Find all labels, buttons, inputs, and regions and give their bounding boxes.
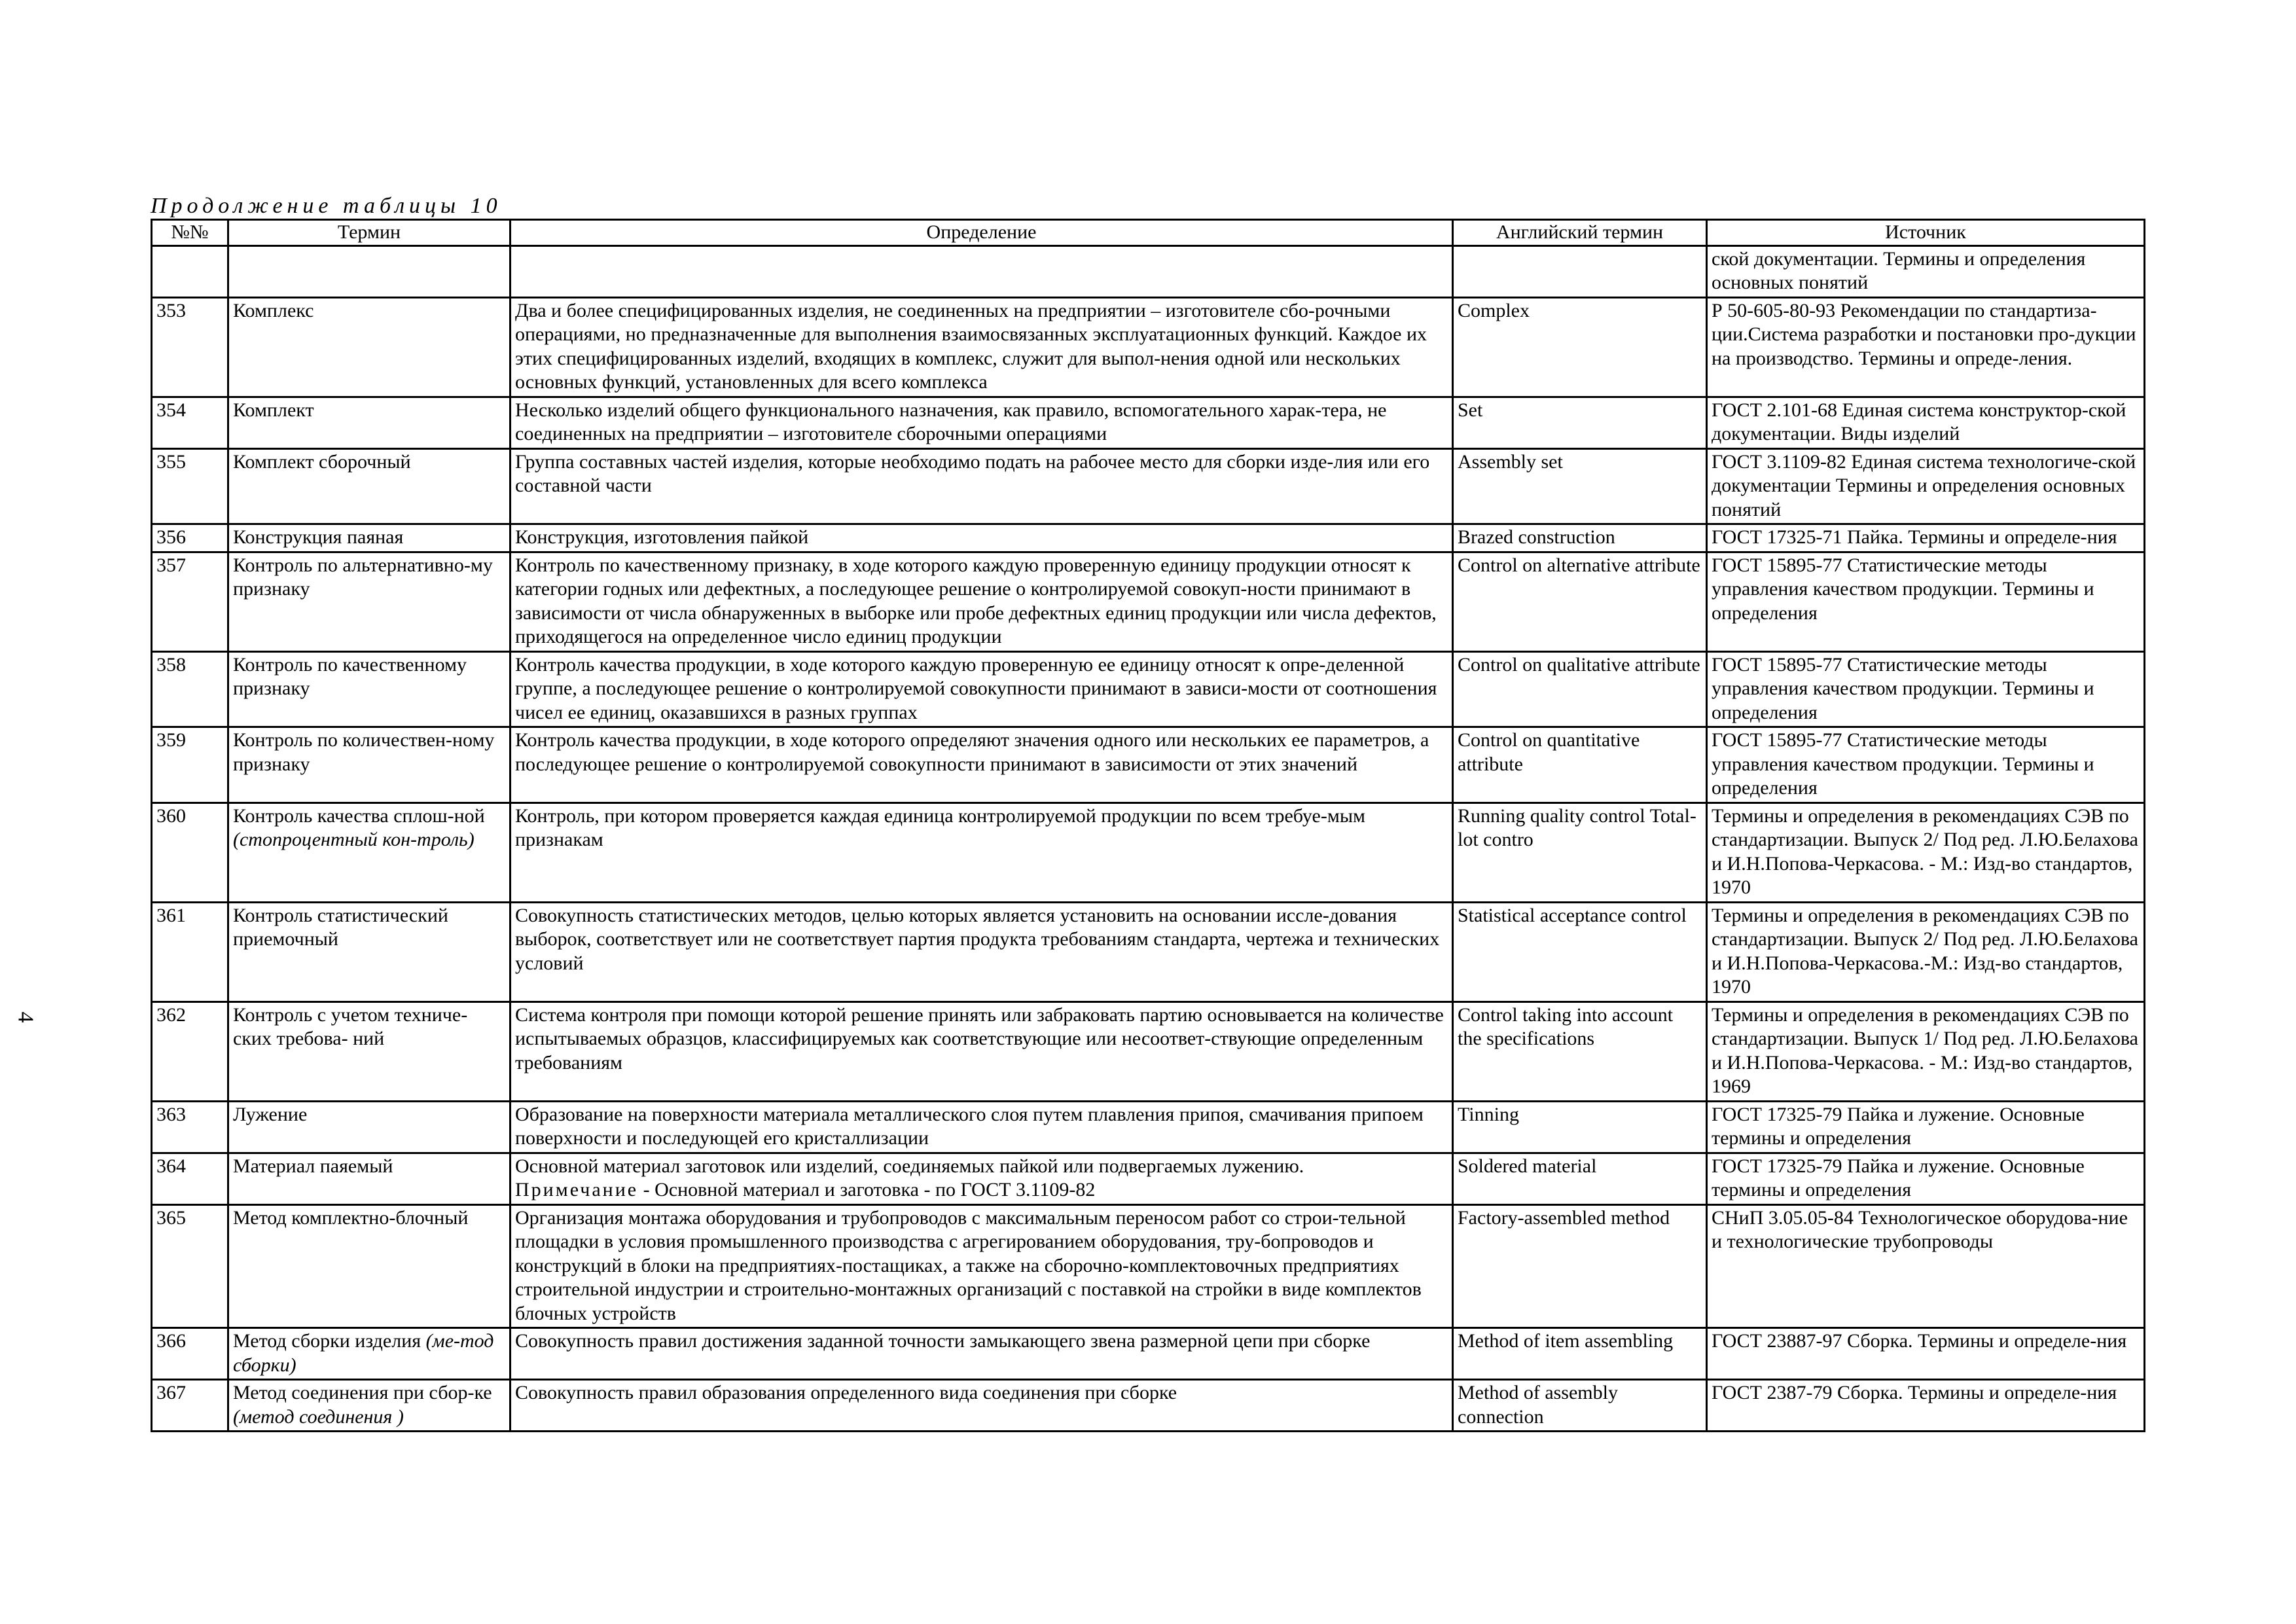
cell-term <box>228 1380 511 1432</box>
cell-num: 362 <box>152 1001 228 1101</box>
table-row <box>152 397 2145 448</box>
cell-english: Assembly set <box>1453 448 1707 524</box>
cell-english: Soldered material <box>1453 1153 1707 1204</box>
table-row <box>152 1204 2145 1328</box>
table-row <box>152 1380 2145 1432</box>
cell-source: ГОСТ 2387-79 Сборка. Термины и определе-ния <box>1707 1380 2145 1432</box>
cell-definition: Контроль качества продукции, в ходе которого определяют значения одного или нескольких ее параметров, а последующее решение о контролируемой совокупности принимают в зависимости от этих значений <box>511 727 1453 803</box>
header-definition: Определение <box>511 220 1453 246</box>
cell-definition: Два и более специфицированных изделия, не соединенных на предприятии – изготовителе сбо-рочными операциями, но предназначенные для выполнения взаимосвязанных эксплуатационных функций. Каждое их этих специфицированных изделий, входящих в комплекс, служит для выпол-нения одной или нескольких основных функций, установленных для всего комплекса <box>511 297 1453 397</box>
cell-source: ГОСТ 2.101-68 Единая система конструктор-ской документации. Виды изделий <box>1707 397 2145 448</box>
cell-definition: Организация монтажа оборудования и трубопроводов с максимальным переносом работ со строи-тельной площадки в условия промышленного производства с агрегированием оборудования, тру-бопроводов и конструкций в блоки на предприятиях-постащиках, а также на сборочно-комплектовочных предприятиях строительной индустрии и строительно-монтажных организаций с поставкой на стройки в виде комплектов блочных устройств <box>511 1204 1453 1328</box>
definition-note <box>515 1178 1448 1202</box>
cell-term: Конструкция паяная <box>228 524 511 552</box>
cell-source: Термины и определения в рекомендациях СЭВ по стандартизации. Выпуск 2/ Под ред. Л.Ю.Белахова и И.Н.Попова-Черкасова.-М.: Изд-во стандартов, 1970 <box>1707 902 2145 1001</box>
cell-source: ГОСТ 17325-79 Пайка и лужение. Основные термины и определения <box>1707 1101 2145 1153</box>
definition-text: Основной материал заготовок или изделий, соединяемых пайкой или подвергаемых лужению. <box>515 1155 1304 1177</box>
cell-source: Термины и определения в рекомендациях СЭВ по стандартизации. Выпуск 2/ Под ред. Л.Ю.Белахова и И.Н.Попова-Черкасова. - М.: Изд-во стандартов, 1970 <box>1707 803 2145 902</box>
terms-table <box>151 219 2145 1432</box>
cell-definition: Группа составных частей изделия, которые необходимо подать на рабочее место для сборки изде-лия или его составной части <box>511 448 1453 524</box>
cell-source: ГОСТ 17325-79 Пайка и лужение. Основные термины и определения <box>1707 1153 2145 1204</box>
cell-num: 360 <box>152 803 228 902</box>
cell-term: Комплект сборочный <box>228 448 511 524</box>
cell-source: Термины и определения в рекомендациях СЭВ по стандартизации. Выпуск 1/ Под ред. Л.Ю.Белахова и И.Н.Попова-Черкасова. - М.: Изд-во стандартов, 1969 <box>1707 1001 2145 1101</box>
header-english: Английский термин <box>1453 220 1707 246</box>
cell-term: Контроль с учетом техниче-ских требова- ний <box>228 1001 511 1101</box>
table-row <box>152 1001 2145 1101</box>
table-row <box>152 1101 2145 1153</box>
cell-term: Контроль статистический приемочный <box>228 902 511 1001</box>
term-alt-italic: (стопроцентный кон-троль) <box>233 829 475 850</box>
cell-source: Р 50-605-80-93 Рекомендации по стандартиза-ции.Система разработки и постановки про-дукции на производство. Термины и опреде-ления. <box>1707 297 2145 397</box>
cell-term: Комплекс <box>228 297 511 397</box>
cell-term: Материал паяемый <box>228 1153 511 1204</box>
cell-num <box>152 245 228 297</box>
cell-definition: Несколько изделий общего функционального назначения, как правило, вспомогательного харак-тера, не соединенных на предприятии – изготовителе сборочными операциями <box>511 397 1453 448</box>
cell-english: Brazed construction <box>1453 524 1707 552</box>
cell-term: Комплект <box>228 397 511 448</box>
table-row <box>152 297 2145 397</box>
cell-definition: Система контроля при помощи которой решение принять или забраковать партию основывается на количестве испытываемых образцов, классифицируемых как соответствующие или несоответ-ствующие определенным требованиям <box>511 1001 1453 1101</box>
note-label: Примечание <box>515 1179 639 1200</box>
term-alt-italic: (метод соединения ) <box>233 1405 404 1428</box>
cell-definition: Совокупность статистических методов, целью которых является установить на основании иссле-дования выборок, соответствует или не соответствует партия продукта требованиям стандарта, чертежа и технических условий <box>511 902 1453 1001</box>
cell-english: Statistical acceptance control <box>1453 902 1707 1001</box>
cell-num: 366 <box>152 1328 228 1380</box>
cell-definition: Контроль по качественному признаку, в ходе которого каждую проверенную единицу продукции относят к категории годных или дефектных, а последующее решение о контролируемой совокуп-ности принимают в зависимости от числа обнаруженных в выборке или пробе дефектных единиц продукции или числа дефектов, приходящегося на определенное число единиц продукции <box>511 552 1453 651</box>
cell-definition: Образование на поверхности материала металлического слоя путем плавления припоя, смачивания припоем поверхности и последующей его кристаллизации <box>511 1101 1453 1153</box>
cell-source: СНиП 3.05.05-84 Технологическое оборудова-ние и технологические трубопроводы <box>1707 1204 2145 1328</box>
page-number: 4 <box>13 1011 38 1023</box>
cell-source: ГОСТ 15895-77 Статистические методы управления качеством продукции. Термины и определения <box>1707 552 2145 651</box>
header-term: Термин <box>228 220 511 246</box>
table-row <box>152 651 2145 727</box>
cell-num: 364 <box>152 1153 228 1204</box>
cell-term: Метод комплектно-блочный <box>228 1204 511 1328</box>
table-row <box>152 803 2145 902</box>
cell-num: 353 <box>152 297 228 397</box>
term-text: Контроль качества сплош-ной <box>233 804 485 827</box>
cell-definition <box>511 245 1453 297</box>
note-text: - Основной материал и заготовка - по ГОСТ 3.1109-82 <box>638 1179 1096 1200</box>
cell-definition: Совокупность правил достижения заданной точности замыкающего звена размерной цепи при сборке <box>511 1328 1453 1380</box>
cell-num: 355 <box>152 448 228 524</box>
cell-source: ГОСТ 23887-97 Сборка. Термины и определе-ния <box>1707 1328 2145 1380</box>
term-text: Метод сборки изделия <box>233 1330 422 1352</box>
cell-source: ГОСТ 15895-77 Статистические методы управления качеством продукции. Термины и определения <box>1707 727 2145 803</box>
cell-source: ской документации. Термины и определения основных понятий <box>1707 245 2145 297</box>
cell-english: Tinning <box>1453 1101 1707 1153</box>
cell-term: Лужение <box>228 1101 511 1153</box>
cell-english: Control on quantitative attribute <box>1453 727 1707 803</box>
cell-english: Method of assembly connection <box>1453 1380 1707 1432</box>
cell-source: ГОСТ 15895-77 Статистические методы управления качеством продукции. Термины и определения <box>1707 651 2145 727</box>
table-row <box>152 727 2145 803</box>
cell-english: Factory-assembled method <box>1453 1204 1707 1328</box>
cell-source: ГОСТ 3.1109-82 Единая система технологиче-ской документации Термины и определения основных понятий <box>1707 448 2145 524</box>
term-alt-italic: (ме-тод сборки) <box>233 1330 494 1376</box>
table-row <box>152 245 2145 297</box>
table-row <box>152 524 2145 552</box>
cell-num: 357 <box>152 552 228 651</box>
cell-definition <box>511 1153 1453 1204</box>
cell-english: Control on alternative attribute <box>1453 552 1707 651</box>
cell-num: 354 <box>152 397 228 448</box>
cell-term <box>228 245 511 297</box>
cell-source: ГОСТ 17325-71 Пайка. Термины и определе-ния <box>1707 524 2145 552</box>
cell-term: Контроль по качественному признаку <box>228 651 511 727</box>
cell-term: Контроль по количествен-ному признаку <box>228 727 511 803</box>
cell-english: Set <box>1453 397 1707 448</box>
cell-num: 356 <box>152 524 228 552</box>
header-num: №№ <box>152 220 228 246</box>
cell-num: 365 <box>152 1204 228 1328</box>
cell-english: Control on qualitative attribute <box>1453 651 1707 727</box>
cell-english: Method of item assembling <box>1453 1328 1707 1380</box>
cell-english <box>1453 245 1707 297</box>
cell-english: Running quality control Total-lot contro <box>1453 803 1707 902</box>
table-caption: Продолжение таблицы 10 <box>151 194 502 218</box>
cell-num: 359 <box>152 727 228 803</box>
cell-english: Complex <box>1453 297 1707 397</box>
term-text: Метод соединения при сбор-ке <box>233 1382 492 1403</box>
cell-definition: Контроль, при котором проверяется каждая единица контролируемой продукции по всем требуе-мым признакам <box>511 803 1453 902</box>
cell-definition: Конструкция, изготовления пайкой <box>511 524 1453 552</box>
table-row <box>152 448 2145 524</box>
header-source: Источник <box>1707 220 2145 246</box>
cell-term: Контроль по альтернативно-му признаку <box>228 552 511 651</box>
cell-num: 363 <box>152 1101 228 1153</box>
table-row <box>152 1153 2145 1204</box>
cell-num: 358 <box>152 651 228 727</box>
cell-definition: Совокупность правил образования определенного вида соединения при сборке <box>511 1380 1453 1432</box>
table-row <box>152 1328 2145 1380</box>
cell-term <box>228 1328 511 1380</box>
cell-num: 361 <box>152 902 228 1001</box>
cell-english: Control taking into account the specifications <box>1453 1001 1707 1101</box>
table-row <box>152 552 2145 651</box>
cell-term <box>228 803 511 902</box>
table-row <box>152 902 2145 1001</box>
cell-num: 367 <box>152 1380 228 1432</box>
table-header-row <box>152 220 2145 246</box>
cell-definition: Контроль качества продукции, в ходе которого каждую проверенную ее единицу относят к опре-деленной группе, а последующее решение о контролируемой совокупности принимают в зависи-мости от соотношения чисел ее единиц, оказавшихся в разных группах <box>511 651 1453 727</box>
